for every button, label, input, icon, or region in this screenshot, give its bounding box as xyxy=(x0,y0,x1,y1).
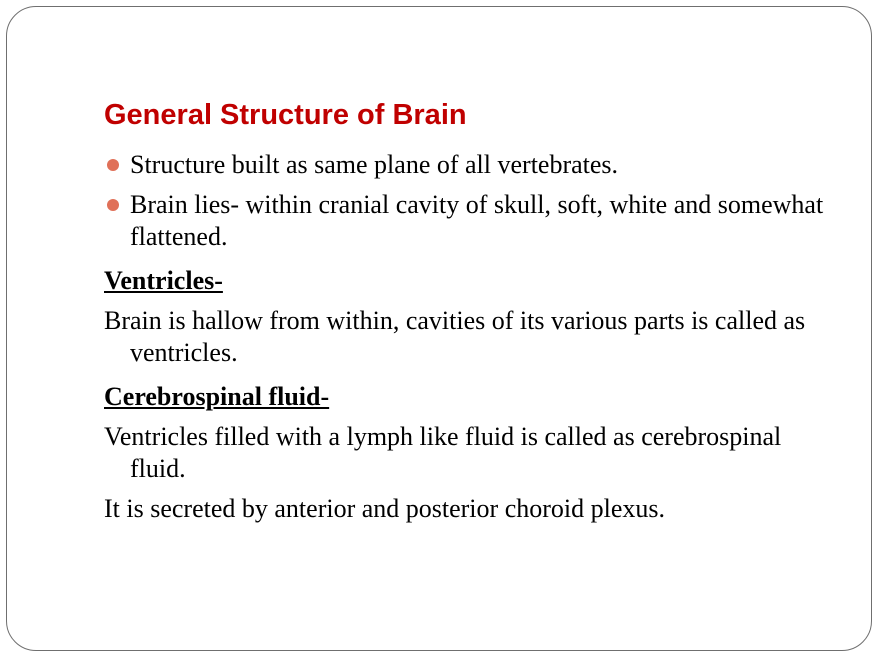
slide-body xyxy=(104,149,824,533)
bullet-dot-icon xyxy=(107,199,119,211)
ventricles-heading: Ventricles- xyxy=(104,266,223,295)
slide-title: General Structure of Brain xyxy=(104,99,467,131)
slide-frame xyxy=(6,6,872,651)
csf-heading: Cerebrospinal fluid- xyxy=(104,382,330,411)
csf-secretion-paragraph: It is secreted by anterior and posterior choroid plexus. xyxy=(104,494,665,523)
bullet-dot-icon xyxy=(107,159,119,171)
bullet-item xyxy=(104,149,824,181)
bullet-text: Structure built as same plane of all vertebrates. xyxy=(130,150,619,179)
bullet-item xyxy=(104,189,824,253)
ventricles-paragraph: Brain is hallow from within, cavities of its various parts is called as ventricles. xyxy=(104,306,806,367)
csf-paragraph: Ventricles filled with a lymph like fluid is called as cerebrospinal fluid. xyxy=(104,422,782,483)
bullet-text: Brain lies- within cranial cavity of skull, soft, white and somewhat flattened. xyxy=(130,190,824,251)
